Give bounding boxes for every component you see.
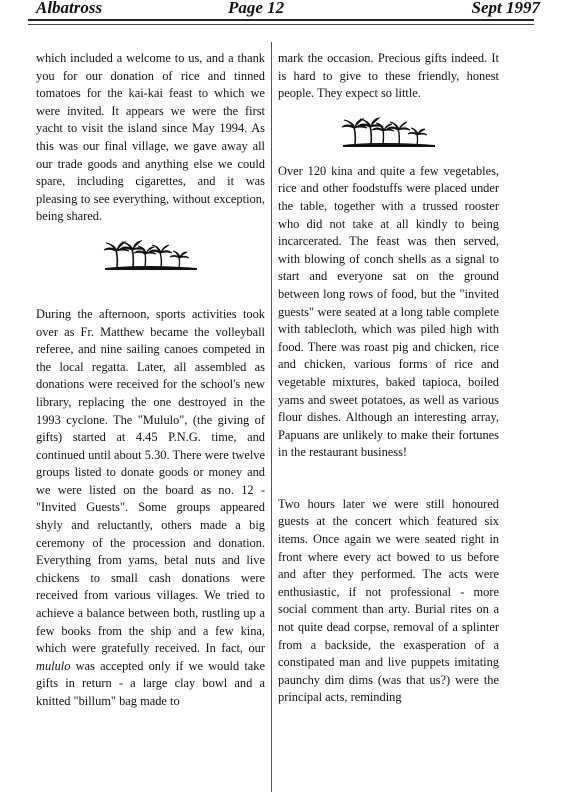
issue-date: Sept 1997	[471, 0, 540, 17]
header-rule-thick	[28, 19, 534, 21]
paragraph: which included a welcome to us, and a thank you for our donation of rice and tinned tomatoes for the kai-kai feast to which we were invited. It appears we were the first yacht to visit the island since May 1994. As this was our final village, we gave away all our trade goods and anything else we could spare, including cigarettes, and it was pleasing to see everything, without exception, being shared.	[36, 51, 265, 224]
paragraph: Two hours later we were still honoured guests at the concert which featured six items. Once again we were seated right in front where every act bowed to us before and after they performed. The acts were enthusiastic, if not professional - more social comment than arty. Burial rites on a not quite dead corpse, removal of a splinter from a backside, the exasperation of a constipated man and live puppets imitating paunchy dim dims (was that us?) were the principal acts, reminding	[278, 496, 499, 705]
header-rule-thin	[28, 24, 534, 25]
palm-trees-icon	[341, 117, 437, 149]
paragraph: Over 120 kina and quite a few vegetables, rice and other foodstuffs were placed under the table, together with a trussed rooster who did not take at all kindly to being incarcerated. The feast was then served, with blowing of conch shells as a signal to start and everyone sat on the ground between long rows of food, but the "invited guests" were seated at a long table complete with tablecloth, which was piled high with food. There was roast pig and chicken, rice and chicken, various forms of rice and vegetable mixtures, baked tapioca, boiled yams and sweet potatoes, as well as various flour dishes. Although an interesting array, Papuans are unlikely to make their fortunes in the restaurant business!	[278, 163, 499, 460]
column-divider	[271, 42, 272, 792]
paragraph: During the afternoon, sports activities took over as Fr. Matthew became the volleyball referee, and nine sailing canoes competed in the local regatta. Later, all assembled as donations were received for the school's new library, replacing the one destroyed in the 1993 cyclone. The "Mululo", (the giving of gifts) started at 4.45 P.N.G. time, and continued until about 5.30. There were twelve groups listed to donate goods or money and we were listed on the board as no. 12 - "Invited Guests". Some groups appeared shyly and reluctantly, others made a big ceremony of the procession and donation. Everything from yams, betal nuts and live chickens to small cash donations were received from various villages. We tried to achieve a balance between both, rustling up a few books from the ship and a few kina, which were gratefully received. In fact, our mululo was accepted only if we would take gifts in return - a large clay bowl and a knitted "billum" bag made to	[36, 306, 265, 708]
emphasis-mululo: mululo	[36, 658, 71, 673]
palm-trees-icon	[103, 240, 199, 272]
left-column	[36, 50, 265, 711]
page-header	[30, 0, 540, 18]
page-number: Page 12	[228, 0, 285, 17]
paragraph: mark the occasion. Precious gifts indeed. It is hard to give to these friendly, honest people. They expect so little.	[278, 51, 499, 101]
right-column	[278, 50, 499, 707]
newsletter-title: Albatross	[36, 0, 103, 17]
